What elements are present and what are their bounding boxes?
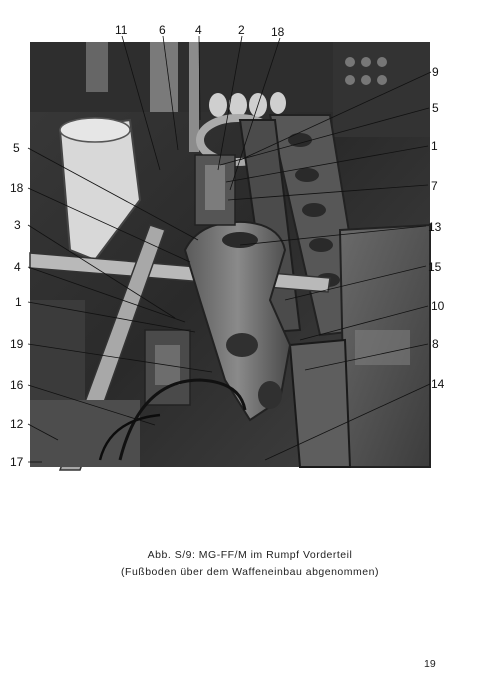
- callout-1-left: 1: [15, 295, 22, 309]
- callout-6: 6: [159, 23, 166, 37]
- callout-11: 11: [115, 23, 128, 37]
- callout-19: 19: [10, 337, 24, 351]
- callout-13: 13: [428, 220, 442, 234]
- callout-17: 17: [10, 455, 24, 469]
- callout-1-right: 1: [431, 139, 438, 153]
- callout-15: 15: [428, 260, 442, 274]
- callout-4-left: 4: [14, 260, 21, 274]
- callout-5-left: 5: [13, 141, 20, 155]
- callout-14: 14: [431, 377, 445, 391]
- callout-2: 2: [238, 23, 245, 37]
- page-number: 19: [424, 658, 436, 670]
- callout-5-right: 5: [432, 101, 439, 115]
- callout-10: 10: [431, 299, 445, 313]
- callout-3: 3: [14, 218, 21, 232]
- callout-9: 9: [432, 65, 439, 79]
- callout-12: 12: [10, 417, 24, 431]
- callout-4-top: 4: [195, 23, 202, 37]
- callout-18-left: 18: [10, 181, 24, 195]
- callout-7: 7: [431, 179, 438, 193]
- figure-caption-subtitle: (Fußboden über dem Waffeneinbau abgenommen): [121, 566, 379, 578]
- callout-8: 8: [432, 337, 439, 351]
- figure-caption-title: Abb. S/9: MG-FF/M im Rumpf Vorderteil: [147, 549, 353, 561]
- callout-18-top: 18: [271, 25, 285, 39]
- callout-16: 16: [10, 378, 24, 392]
